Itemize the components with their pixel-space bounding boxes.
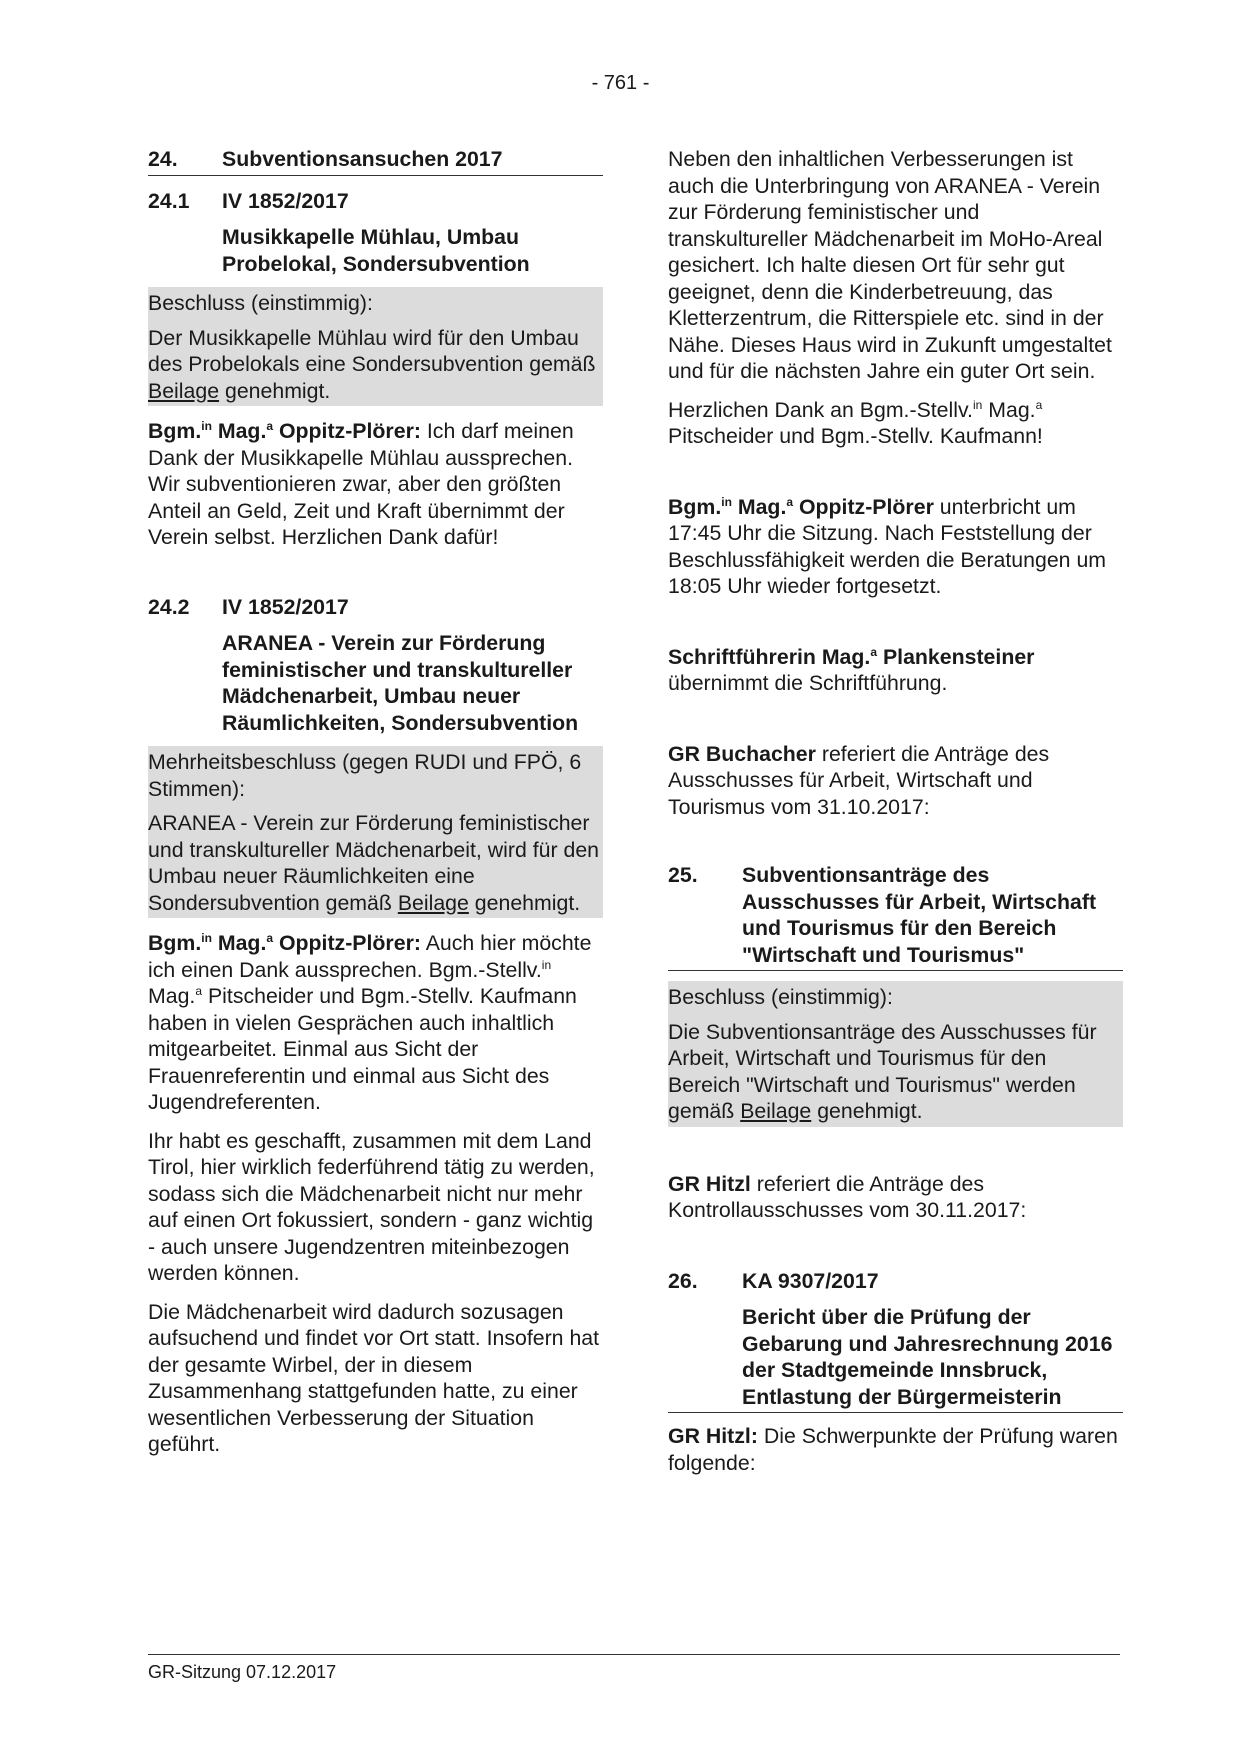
beilage-link[interactable]: Beilage — [148, 378, 220, 403]
speech-paragraph: Ihr habt es geschafft, zusammen mit dem Land Tirol, hier wirklich federführend tätig zu werden, sodass sich die Mädchenarbeit nicht nur mehr auf einen Ort fokussiert, sondern - ganz wichtig - auch unsere Jugendzentren miteinbezogen werden können. — [148, 1128, 595, 1285]
speaker-part: Bgm. — [148, 419, 202, 443]
section-241-title: Musikkapelle Mühlau, Umbau Probelokal, Sondersubvention — [222, 225, 530, 276]
speaker-part: Bgm. — [148, 931, 202, 955]
superscript: a — [870, 644, 878, 659]
page-number: - 761 - — [591, 72, 650, 94]
superscript: in — [201, 931, 212, 945]
superscript: a — [195, 984, 203, 998]
speaker-name: GR Hitzl: — [668, 1424, 758, 1448]
decision-text-part: genehmigt. — [474, 890, 581, 915]
speaker-name — [668, 495, 934, 519]
speech-paragraph: Die Mädchenarbeit wird dadurch sozusagen aufsuchend und findet vor Ort statt. Insofern hat der gesamte Wirbel, der in diesem Zusammenhang stattgefunden hatte, zu einer wesentlichen Verbesserung der Situation geführt. — [148, 1299, 600, 1456]
session-break-paragraph — [668, 494, 1123, 600]
secretary-name — [668, 645, 1034, 669]
speech-text: Mag. — [148, 984, 196, 1008]
speaker-name — [148, 931, 421, 955]
right-column — [668, 146, 1123, 1488]
speaker-part: Oppitz-Plörer: — [278, 931, 421, 955]
footer-divider — [148, 1654, 1120, 1655]
buchacher-text: referiert die Anträge des Ausschusses für Arbeit, Wirtschaft und Tourismus vom 31.10.2017: — [668, 741, 1050, 819]
speaker-name: GR Hitzl — [668, 1171, 751, 1196]
thanks-paragraph — [668, 397, 1123, 450]
decision-text — [668, 1019, 1123, 1125]
speaker-part: Mag. — [737, 494, 787, 519]
section-241-number: 24.1 — [148, 188, 190, 213]
section-25-heading — [668, 862, 1123, 971]
section-242-decision-box — [148, 746, 603, 918]
superscript: in — [541, 957, 552, 972]
speaker-name: GR Buchacher — [668, 741, 816, 766]
hitzl-speech-paragraph — [668, 1423, 1123, 1476]
thanks-text: Mag. — [988, 397, 1036, 422]
speech-paragraph: Neben den inhaltlichen Verbesserungen ist auch die Unterbringung von ARANEA - Verein zur Förderung feministischer und transkultureller Mädchenarbeit im MoHo-Areal gesichert. Ich halte diesen Ort für sehr gut geeignet, denn die Kinderbetreuung, das Kletterzentrum, die Ritterspiele etc. sind in der Nähe. Dieses Haus wird in Zukunft umgestaltet und für die nächsten Jahre ein guter Ort sein. — [668, 147, 1112, 383]
section-25-decision-box — [668, 981, 1123, 1127]
section-242-code: IV 1852/2017 — [222, 594, 349, 619]
superscript: in — [721, 494, 732, 509]
decision-text-part: genehmigt. — [817, 1099, 923, 1123]
thanks-text: Herzlichen Dank an Bgm.-Stellv. — [668, 397, 973, 422]
speech-paragraph — [148, 930, 603, 1116]
thanks-text: Pitscheider und Bgm.-Stellv. Kaufmann! — [668, 424, 1043, 448]
speech-paragraph — [148, 418, 603, 551]
speech-text: Auch hier möchte ich einen Dank aussprechen. Bgm.-Stellv. — [148, 931, 592, 982]
superscript: a — [786, 494, 794, 509]
decision-label: Mehrheitsbeschluss (gegen RUDI und FPÖ, 6 Stimmen): — [148, 750, 582, 801]
hitzl-speech-text: Die Schwerpunkte der Prüfung waren folgende: — [668, 1424, 1118, 1475]
speaker-part: Mag. — [217, 931, 267, 955]
decision-text-part: Der Musikkapelle Mühlau wird für den Umbau des Probelokals eine Sondersubvention gemäß — [148, 325, 596, 376]
superscript: a — [1035, 397, 1043, 412]
decision-text — [148, 810, 603, 916]
buchacher-paragraph — [668, 741, 1123, 821]
decision-text — [148, 325, 603, 405]
speech-text: Ich darf meinen Dank der Musikkapelle Mühlau aussprechen. Wir subventionieren zwar, aber den größten Anteil an Geld, Zeit und Kraft übernimmt der Verein selbst. Herzlichen Dank dafür! — [148, 419, 574, 549]
superscript: in — [972, 397, 983, 412]
decision-label: Beschluss (einstimmig): — [668, 985, 893, 1009]
superscript: a — [266, 419, 274, 433]
speaker-part: Oppitz-Plörer: — [278, 419, 421, 443]
section-241-heading — [148, 188, 603, 215]
secretary-part: Schriftführerin Mag. — [668, 644, 871, 669]
section-26-title: Bericht über die Prüfung der Gebarung und Jahresrechnung 2016 der Stadtgemeinde Innsbruck, Entlastung der Bürgermeisterin — [668, 1304, 1123, 1413]
section-26-number: 26. — [668, 1268, 698, 1293]
footer-text: GR-Sitzung 07.12.2017 — [148, 1662, 337, 1682]
secretary-part: Plankensteiner — [882, 644, 1035, 669]
speaker-name — [148, 419, 421, 443]
section-26-heading — [668, 1268, 1123, 1295]
superscript: in — [201, 419, 212, 433]
beilage-link[interactable]: Beilage — [740, 1099, 812, 1123]
secretary-text: übernimmt die Schriftführung. — [668, 671, 948, 695]
decision-text-part: genehmigt. — [224, 378, 331, 403]
superscript: a — [266, 931, 274, 945]
speech-text: Pitscheider und Bgm.-Stellv. Kaufmann haben in vielen Gesprächen auch inhaltlich mitgearbeitet. Einmal aus Sicht der Frauenreferentin und einmal aus Sicht des Jugendreferenten. — [148, 984, 577, 1114]
hitzl-paragraph — [668, 1171, 1123, 1224]
speaker-part: Bgm. — [668, 494, 722, 519]
section-242-title: ARANEA - Verein zur Förderung feministischer und transkultureller Mädchenarbeit, Umbau neuer Räumlichkeiten, Sondersubvention — [222, 631, 579, 735]
section-25-number: 25. — [668, 863, 698, 887]
section-242-heading — [148, 594, 603, 621]
left-column — [148, 146, 603, 1470]
break-text: unterbricht um 17:45 Uhr die Sitzung. Nach Feststellung der Beschlussfähigkeit werden die Beratungen um 18:05 Uhr wieder fortgesetzt. — [668, 494, 1107, 598]
section-26-code: KA 9307/2017 — [742, 1268, 879, 1293]
section-24-heading — [148, 146, 603, 176]
decision-text-part: ARANEA - Verein zur Förderung feministischer und transkultureller Mädchenarbeit, wird für den Umbau neuer Räumlichkeiten eine Sondersubvention gemäß — [148, 811, 600, 915]
section-24-title: Subventionsansuchen 2017 — [222, 147, 503, 171]
secretary-paragraph — [668, 644, 1123, 697]
decision-label: Beschluss (einstimmig): — [148, 291, 373, 315]
section-24-number: 24. — [148, 147, 178, 171]
hitzl-text: referiert die Anträge des Kontrollausschusses vom 30.11.2017: — [668, 1171, 1027, 1222]
section-25-title: Subventionsanträge des Ausschusses für Arbeit, Wirtschaft und Tourismus für den Bereich "Wirtschaft und Tourismus" — [742, 863, 1097, 967]
speaker-part: Oppitz-Plörer — [798, 494, 934, 519]
decision-text-part: Die Subventionsanträge des Ausschusses für Arbeit, Wirtschaft und Tourismus für den Bereich "Wirtschaft und Tourismus" werden gemäß — [668, 1019, 1097, 1123]
beilage-link[interactable]: Beilage — [397, 890, 469, 915]
section-241-decision-box — [148, 287, 603, 406]
section-242-number: 24.2 — [148, 594, 190, 619]
speaker-part: Mag. — [217, 419, 267, 443]
section-241-code: IV 1852/2017 — [222, 188, 349, 213]
